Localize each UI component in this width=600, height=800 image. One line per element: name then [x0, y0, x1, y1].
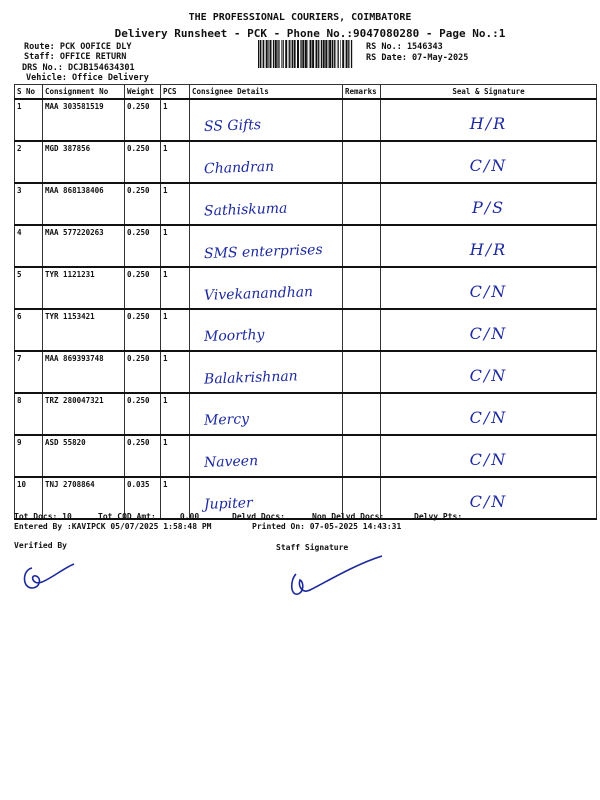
row-pcs: 1: [161, 435, 190, 477]
row-seal-signature: [381, 351, 597, 393]
row-remarks: [343, 393, 381, 435]
col-header-sno: S No: [15, 85, 43, 100]
row-sno: 6: [15, 309, 43, 351]
row-consignee: [190, 141, 343, 183]
row-pcs: 1: [161, 477, 190, 519]
handwritten-consignee: SS Gifts: [203, 117, 262, 135]
row-consignee: [190, 183, 343, 225]
col-header-consignee: Consignee Details: [190, 85, 343, 100]
row-consignee: [190, 435, 343, 477]
handwritten-seal: H/R: [469, 114, 508, 133]
row-remarks: [343, 309, 381, 351]
tot-docs: Tot Docs: 10: [14, 512, 72, 521]
row-weight: 0.250: [125, 435, 161, 477]
table-row: [15, 141, 597, 183]
row-consignment-no: TYR 1153421: [43, 309, 125, 351]
row-pcs: 1: [161, 99, 190, 141]
table-row: [15, 351, 597, 393]
rs-no-label: RS No.: 1546343: [366, 42, 443, 52]
row-sno: 10: [15, 477, 43, 519]
table-header-row: [15, 85, 597, 100]
col-header-weight: Weight: [125, 85, 161, 100]
row-weight: 0.250: [125, 267, 161, 309]
row-sno: 4: [15, 225, 43, 267]
rs-date-label: RS Date: 07-May-2025: [366, 53, 469, 63]
row-sno: 5: [15, 267, 43, 309]
row-pcs: 1: [161, 267, 190, 309]
row-weight: 0.035: [125, 477, 161, 519]
handwritten-consignee: Moorthy: [203, 326, 265, 346]
handwritten-seal: C/N: [469, 156, 508, 175]
barcode: [258, 40, 354, 68]
table-row: [15, 267, 597, 309]
runsheet-subtitle: Delivery Runsheet - PCK - Phone No.:9047080280 - Page No.:1: [114, 27, 506, 40]
row-seal-signature: [381, 267, 597, 309]
delvd-docs: Delvd Docs:: [232, 512, 285, 521]
row-remarks: [343, 141, 381, 183]
drs-no-label: DRS No.: DCJB154634301: [22, 63, 135, 73]
staff-signature-label: Staff Signature: [276, 543, 349, 552]
runsheet-table: [14, 84, 597, 520]
handwritten-seal: H/R: [469, 240, 508, 259]
row-consignment-no: TNJ 2708864: [43, 477, 125, 519]
handwritten-consignee: Vivekanandhan: [203, 284, 314, 304]
table-row: [15, 183, 597, 225]
handwritten-seal: C/N: [469, 366, 508, 385]
table-row: [15, 393, 597, 435]
handwritten-consignee: Sathiskuma: [203, 200, 288, 220]
row-consignment-no: MAA 303581519: [43, 99, 125, 141]
handwritten-consignee: SMS enterprises: [203, 241, 323, 263]
handwritten-consignee: Mercy: [203, 411, 250, 429]
handwritten-seal: C/N: [469, 282, 508, 301]
row-consignment-no: MAA 868138406: [43, 183, 125, 225]
row-sno: 9: [15, 435, 43, 477]
col-header-consignment: Consignment No: [43, 85, 125, 100]
staff-label: Staff: OFFICE RETURN: [24, 52, 127, 62]
row-seal-signature: [381, 435, 597, 477]
row-seal-signature: [381, 225, 597, 267]
row-remarks: [343, 99, 381, 141]
staff-signature: [286, 550, 386, 602]
delvy-pts: Delvy Pts:: [414, 512, 463, 521]
handwritten-consignee: Jupiter: [203, 495, 253, 513]
row-consignee: [190, 309, 343, 351]
row-seal-signature: [381, 393, 597, 435]
row-weight: 0.250: [125, 351, 161, 393]
row-pcs: 1: [161, 141, 190, 183]
row-sno: 3: [15, 183, 43, 225]
vehicle-label: Vehicle: Office Delivery: [26, 73, 149, 83]
row-remarks: [343, 351, 381, 393]
row-consignee: [190, 351, 343, 393]
row-consignment-no: ASD 55820: [43, 435, 125, 477]
row-remarks: [343, 225, 381, 267]
row-pcs: 1: [161, 309, 190, 351]
row-sno: 7: [15, 351, 43, 393]
row-consignment-no: MGD 387856: [43, 141, 125, 183]
table-row: [15, 435, 597, 477]
company-title: THE PROFESSIONAL COURIERS, COIMBATORE: [188, 12, 412, 23]
row-seal-signature: [381, 99, 597, 141]
verifier-signature: [18, 560, 78, 596]
printed-on: Printed On: 07-05-2025 14:43:31: [252, 522, 402, 531]
row-seal-signature: [381, 477, 597, 519]
row-weight: 0.250: [125, 99, 161, 141]
row-weight: 0.250: [125, 309, 161, 351]
row-pcs: 1: [161, 225, 190, 267]
verified-by-label: Verified By: [14, 541, 67, 550]
route-label: Route: PCK OOFICE DLY: [24, 42, 132, 52]
row-weight: 0.250: [125, 141, 161, 183]
row-consignee: [190, 267, 343, 309]
row-consignee: [190, 99, 343, 141]
row-sno: 1: [15, 99, 43, 141]
non-delvd-docs: Non Delvd Docs:: [312, 512, 385, 521]
row-weight: 0.250: [125, 183, 161, 225]
handwritten-seal: C/N: [469, 408, 508, 427]
row-consignment-no: MAA 577220263: [43, 225, 125, 267]
handwritten-consignee: Balakrishnan: [203, 368, 298, 388]
row-consignment-no: MAA 869393748: [43, 351, 125, 393]
row-sno: 2: [15, 141, 43, 183]
row-pcs: 1: [161, 183, 190, 225]
col-header-seal: Seal & Signature: [381, 85, 597, 100]
handwritten-seal: C/N: [469, 450, 508, 469]
row-seal-signature: [381, 183, 597, 225]
row-consignment-no: TRZ 280047321: [43, 393, 125, 435]
table-row: [15, 225, 597, 267]
row-remarks: [343, 183, 381, 225]
row-weight: 0.250: [125, 225, 161, 267]
handwritten-consignee: Chandran: [203, 158, 275, 178]
row-remarks: [343, 267, 381, 309]
row-consignment-no: TYR 1121231: [43, 267, 125, 309]
row-sno: 8: [15, 393, 43, 435]
col-header-pcs: PCS: [161, 85, 190, 100]
table-row: [15, 309, 597, 351]
row-pcs: 1: [161, 393, 190, 435]
row-remarks: [343, 435, 381, 477]
row-seal-signature: [381, 141, 597, 183]
handwritten-seal: C/N: [469, 324, 508, 343]
row-pcs: 1: [161, 351, 190, 393]
row-consignee: [190, 225, 343, 267]
row-consignee: [190, 393, 343, 435]
row-weight: 0.250: [125, 393, 161, 435]
entered-by: Entered By :KAVIPCK 05/07/2025 1:58:48 PM: [14, 522, 212, 531]
col-header-remarks: Remarks: [343, 85, 381, 100]
table-row: [15, 99, 597, 141]
handwritten-consignee: Naveen: [203, 453, 259, 471]
tot-cod-amt: Tot COD Amt: 0.00: [98, 512, 200, 521]
handwritten-seal: P/S: [471, 198, 506, 217]
row-seal-signature: [381, 309, 597, 351]
handwritten-seal: C/N: [469, 492, 508, 511]
